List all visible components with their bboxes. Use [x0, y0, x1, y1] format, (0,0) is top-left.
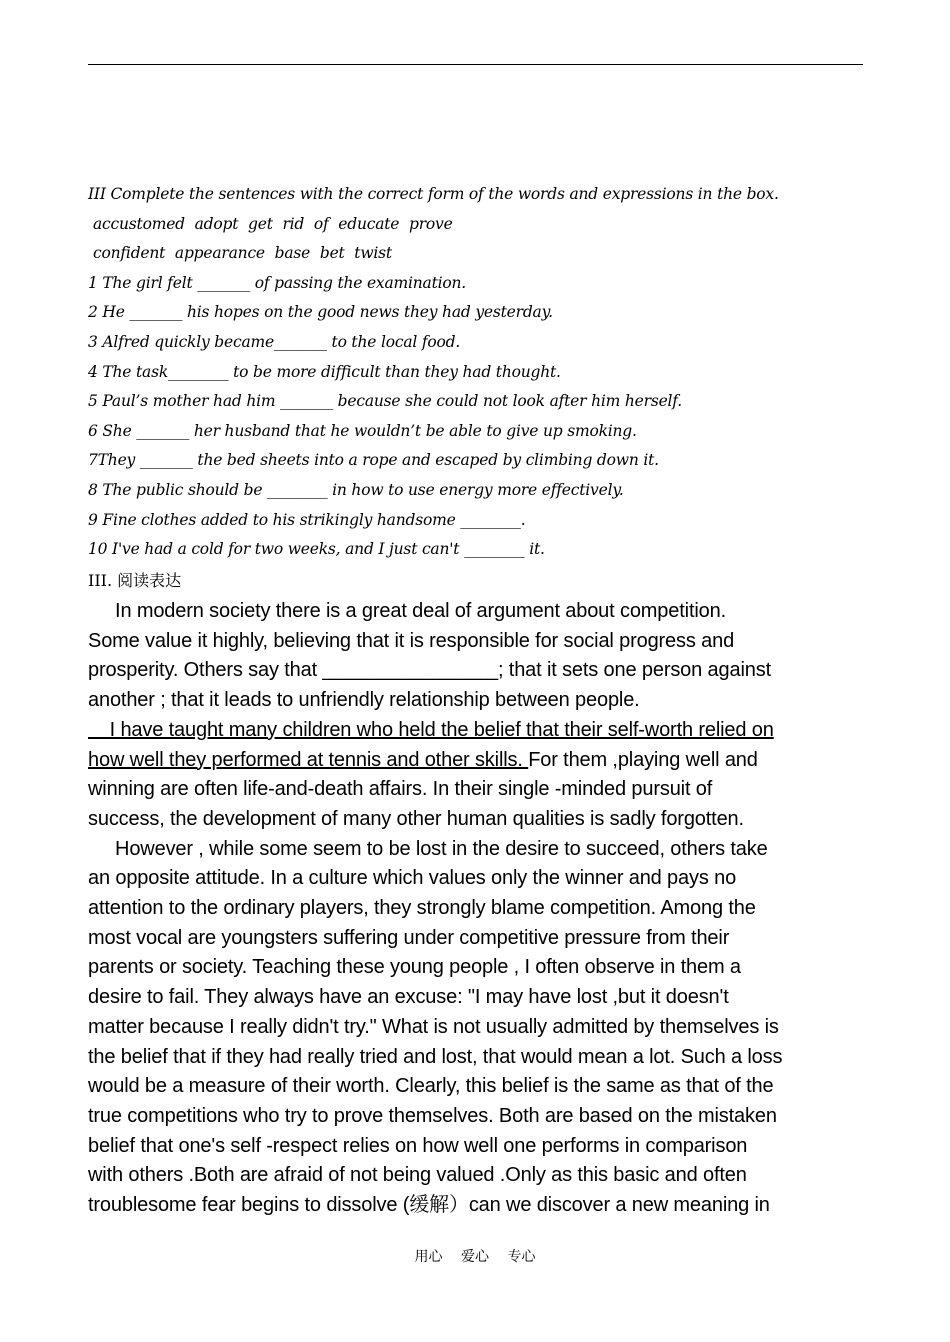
sentence-6: 6 She _______ her husband that he wouldn’t be able to give up smoking. [88, 421, 637, 440]
passage-line: Some value it highly, believing that it is responsible for social progress and [88, 629, 735, 652]
passage-line: prosperity. Others say that ________________; that it sets one person against [88, 659, 771, 682]
sentence-7: 7They _______ the bed sheets into a rope and escaped by climbing down it. [88, 451, 659, 470]
sentence-5: 5 Paul’s mother had him _______ because she could not look after him herself. [88, 392, 683, 411]
reading-heading: III. 阅读表达 [88, 571, 182, 590]
passage-line: troublesome fear begins to dissolve (缓解）can we discover a new meaning in [88, 1194, 770, 1217]
exercise-instruction: III Complete the sentences with the correct form of the words and expressions in the box. [88, 185, 779, 203]
reading-passage [88, 597, 868, 1221]
underlined-sentence-end: how well they performed at tennis and other skills. [88, 748, 529, 771]
passage-line [88, 746, 868, 776]
passage-line: an opposite attitude. In a culture which values only the winner and pays no [88, 867, 737, 890]
word-box-row-2: confident appearance base bet twist [93, 244, 392, 263]
header-rule [88, 64, 863, 65]
passage-line: In modern society there is a great deal of argument about competition. [88, 600, 726, 622]
sentence-2: 2 He _______ his hopes on the good news they had yesterday. [88, 303, 553, 322]
passage-line: would be a measure of their worth. Clearly, this belief is the same as that of the [88, 1075, 774, 1098]
passage-line: winning are often life-and-death affairs. In their single -minded pursuit of [88, 778, 713, 801]
passage-line: the belief that if they had really tried and lost, that would mean a lot. Such a loss [88, 1045, 783, 1068]
passage-line: parents or society. Teaching these young people , I often observe in them a [88, 956, 741, 979]
passage-line: success, the development of many other human qualities is sadly forgotten. [88, 807, 744, 830]
passage-line: most vocal are youngsters suffering under competitive pressure from their [88, 926, 730, 949]
sentence-1: 1 The girl felt _______ of passing the examination. [88, 273, 467, 292]
word-box-row-1: accustomed adopt get rid of educate prove [93, 214, 453, 233]
line-continuation: For them ,playing well and [528, 748, 758, 771]
sentence-8: 8 The public should be ________ in how to use energy more effectively. [88, 480, 624, 499]
passage-line: attention to the ordinary players, they strongly blame competition. Among the [88, 897, 756, 920]
sentence-4: 4 The task________ to be more difficult than they had thought. [88, 362, 561, 381]
page-footer: 用心 爱心 专心 [414, 1249, 536, 1265]
passage-line: another ; that it leads to unfriendly relationship between people. [88, 689, 640, 712]
sentence-9: 9 Fine clothes added to his strikingly handsome ________. [88, 510, 526, 529]
passage-line: with others .Both are afraid of not being valued .Only as this basic and often [88, 1164, 747, 1187]
passage-line: matter because I really didn't try." What is not usually admitted by themselves is [88, 1015, 779, 1038]
passage-line: belief that one's self -respect relies on how well one performs in comparison [88, 1134, 748, 1157]
sentence-10: 10 I've had a cold for two weeks, and I just can't ________ it. [88, 540, 545, 559]
sentence-3: 3 Alfred quickly became_______ to the local food. [88, 332, 461, 351]
exercise-section [88, 180, 878, 565]
passage-line: true competitions who try to prove themselves. Both are based on the mistaken [88, 1104, 777, 1127]
passage-line: However , while some seem to be lost in the desire to succeed, others take [88, 837, 768, 860]
passage-line-underlined: I have taught many children who held the belief that their self-worth relied on [88, 718, 774, 741]
passage-line: desire to fail. They always have an excuse: "I may have lost ,but it doesn't [88, 986, 729, 1009]
